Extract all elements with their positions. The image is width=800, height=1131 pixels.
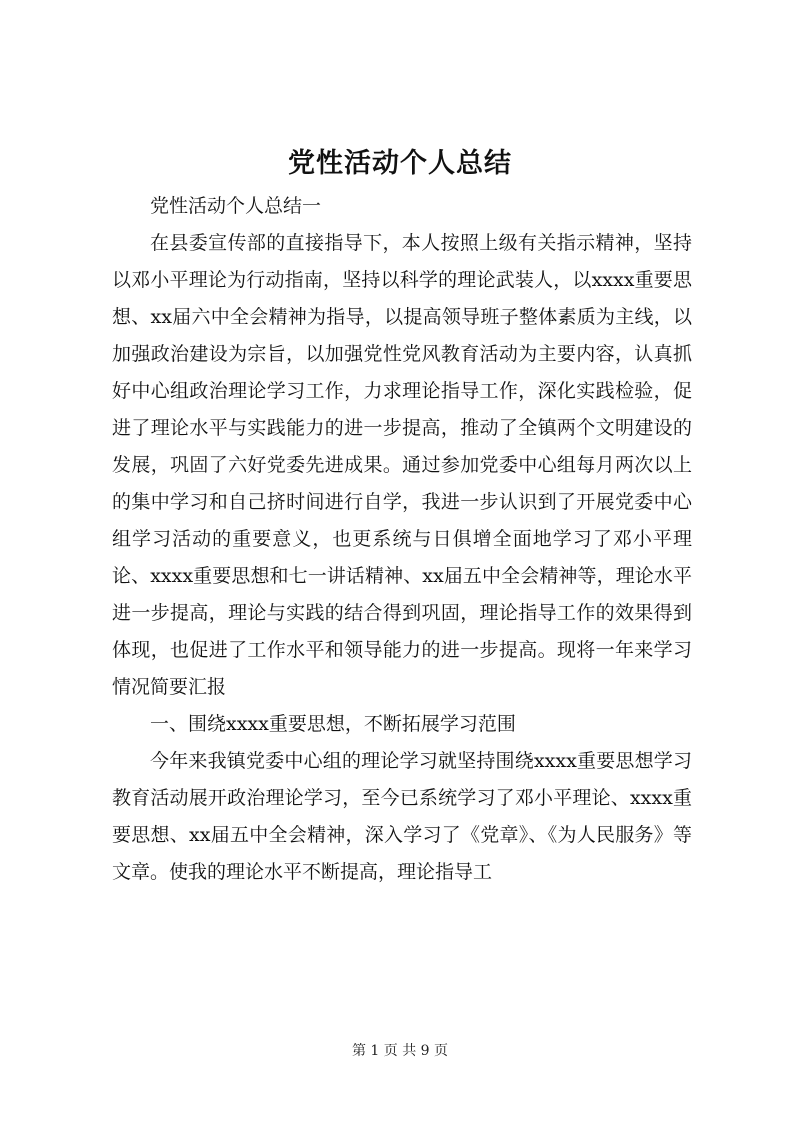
document-body [112, 188, 692, 891]
body-paragraph: 今年来我镇党委中心组的理论学习就坚持围绕xxxx重要思想学习教育活动展开政治理论学习，至今已系统学习了邓小平理论、xxxx重要思想、xx届五中全会精神，深入学习了《党章》、《为人民服务》等文章。使我的理论水平不断提高，理论指导工 [112, 750, 692, 883]
page-footer: 第 1 页 共 9 页 [351, 1043, 449, 1059]
section-heading: 党性活动个人总结一 [150, 195, 322, 217]
body-paragraph: 在县委宣传部的直接指导下，本人按照上级有关指示精神，坚持以邓小平理论为行动指南，坚持以科学的理论武装人，以xxxx重要思想、xx届六中全会精神为指导，以提高领导班子整体素质为主线，以加强政治建设为宗旨，以加强党性党风教育活动为主要内容，认真抓好中心组政治理论学习工作，力求理论指导工作，深化实践检验，促进了理论水平与实践能力的进一步提高，推动了全镇两个文明建设的发展，巩固了六好党委先进成果。通过参加党委中心组每月两次以上的集中学习和自己挤时间进行自学，我进一步认识到了开展党委中心组学习活动的重要意义，也更系统与日俱增全面地学习了邓小平理论、xxxx重要思想和七一讲话精神、xx届五中全会精神等，理论水平进一步提高，理论与实践的结合得到巩固，理论指导工作的效果得到体现，也促进了工作水平和领导能力的进一步提高。现将一年来学习情况简要汇报 [112, 232, 692, 698]
section-heading: 一、围绕xxxx重要思想，不断拓展学习范围 [150, 713, 516, 735]
document-title: 党性活动个人总结 [288, 148, 512, 179]
